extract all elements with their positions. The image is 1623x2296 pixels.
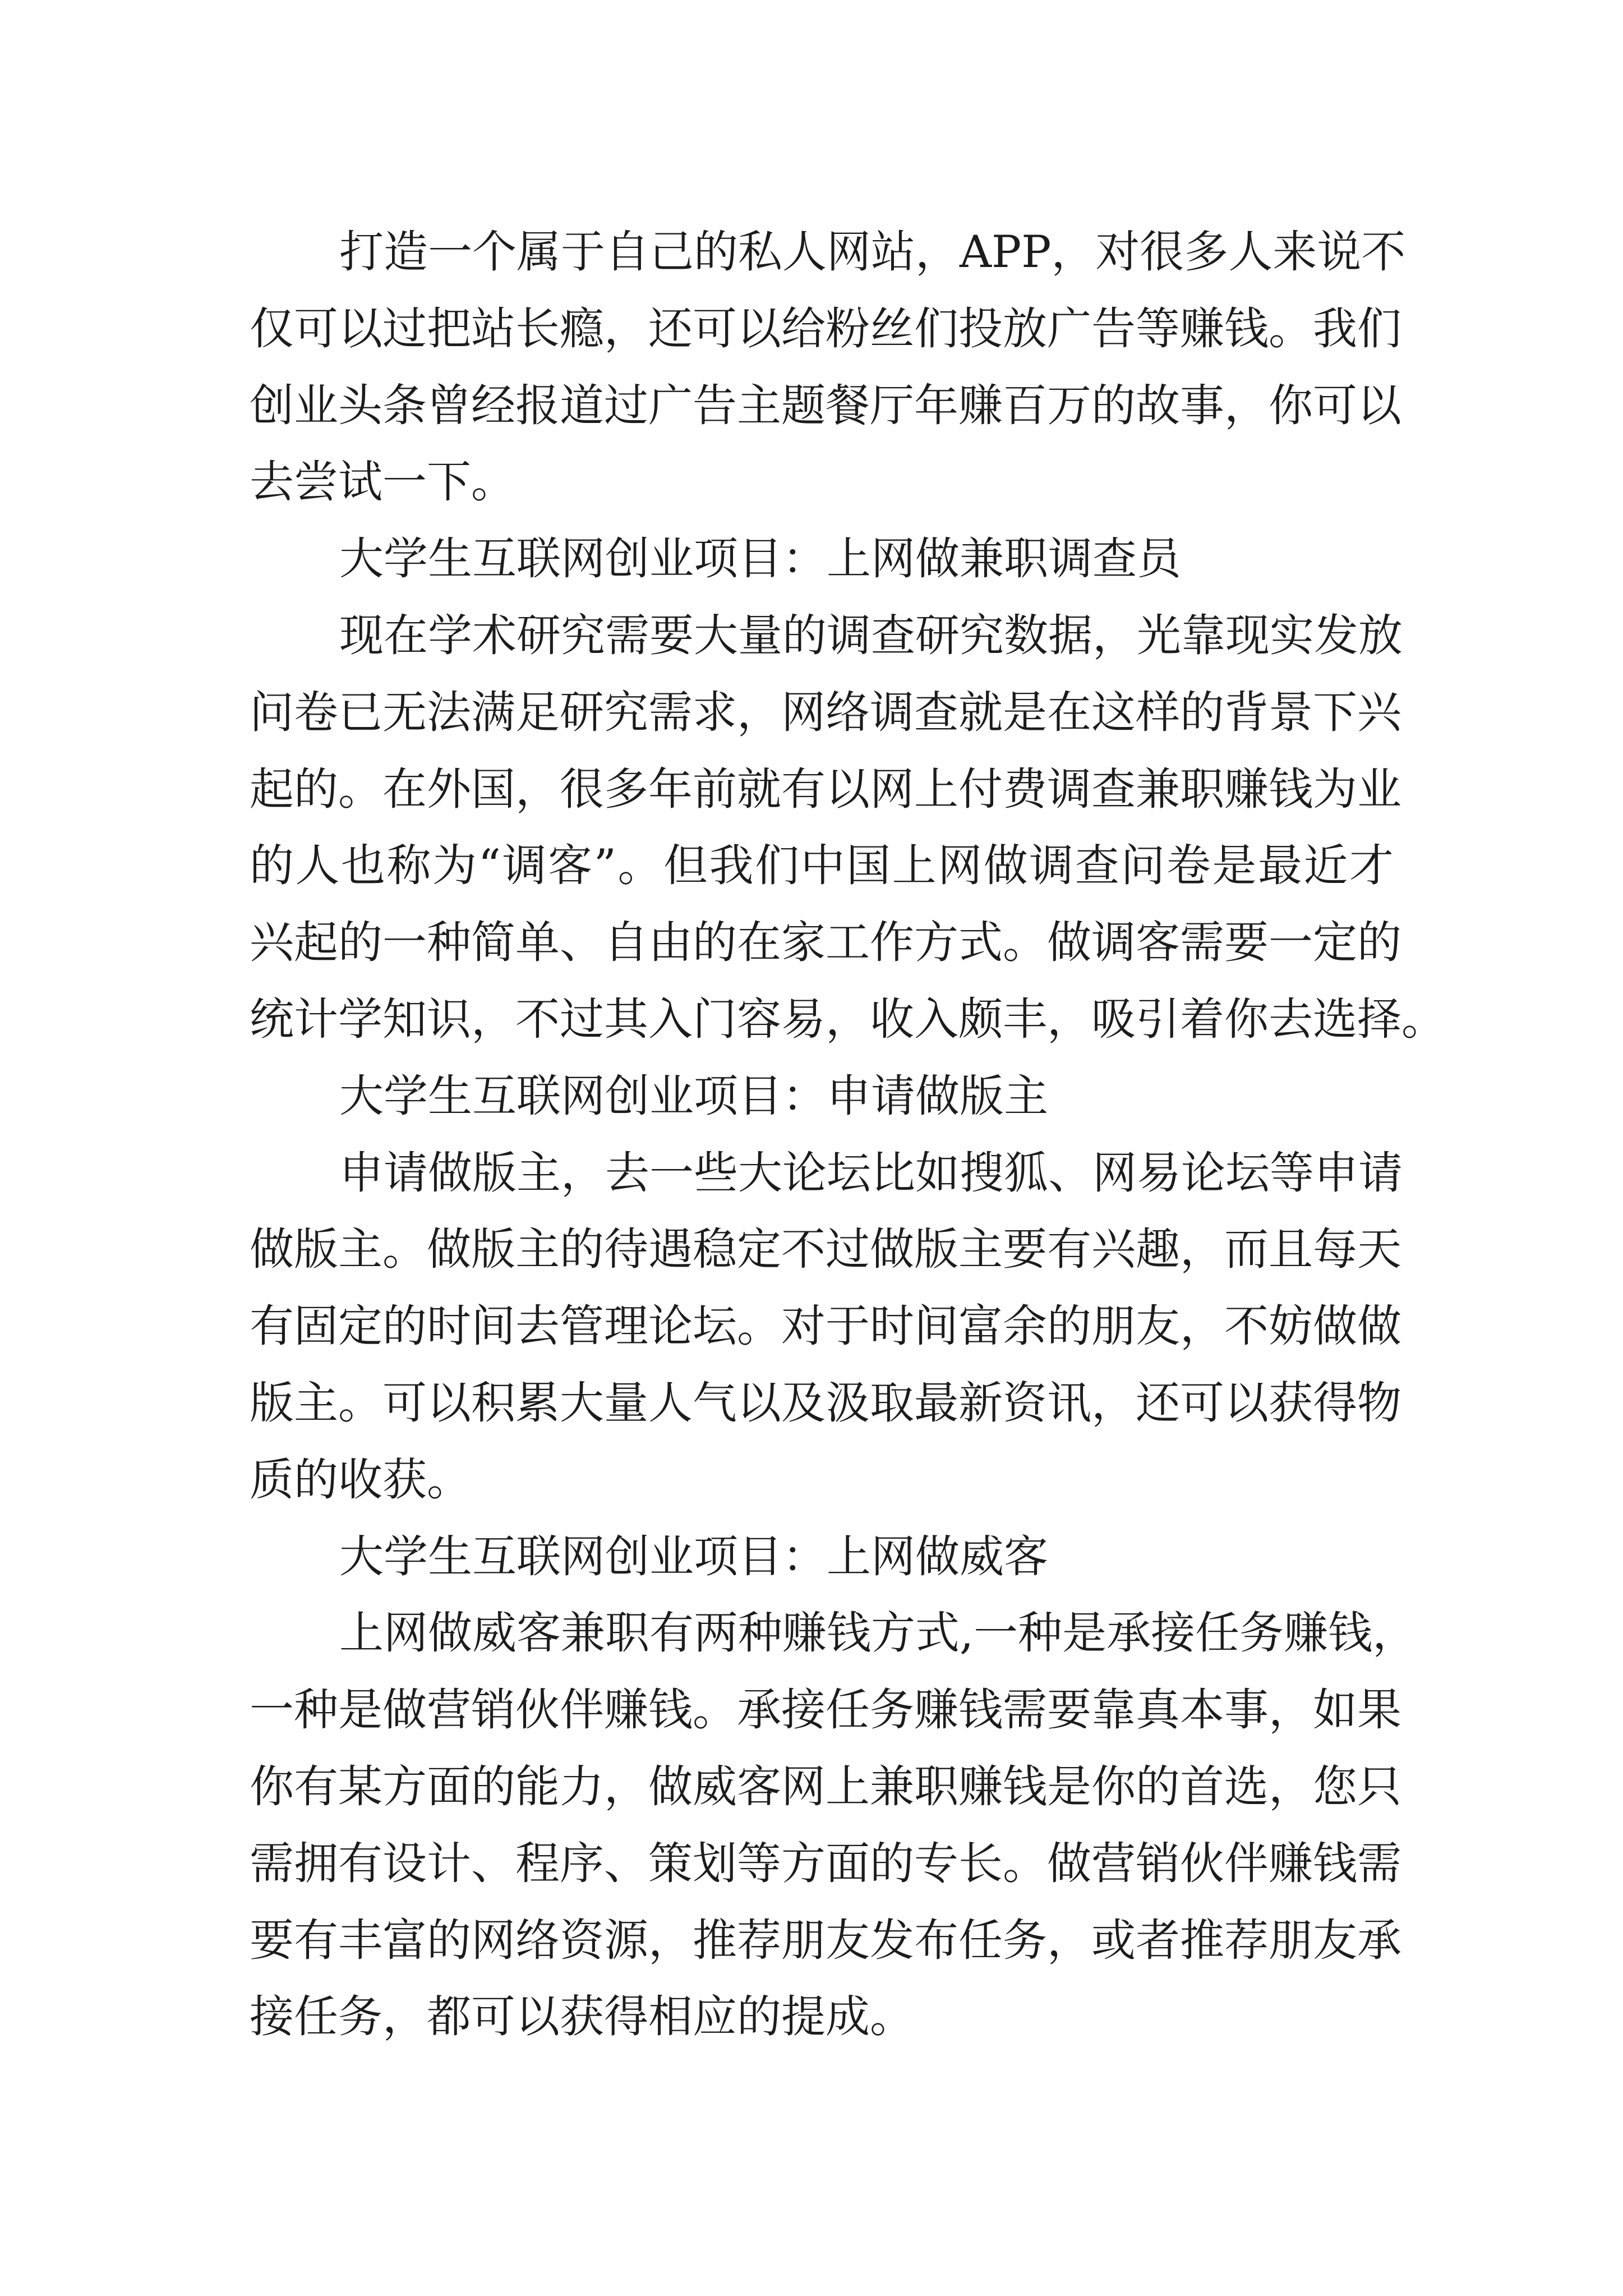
section-heading xyxy=(250,521,1394,597)
text-line: 的人也称为“调客”。但我们中国上网做调查问卷是最近才 xyxy=(250,840,1394,892)
text-line: 上网做威客兼职有两种赚钱方式,一种是承接任务赚钱， xyxy=(339,1607,1417,1659)
section-heading xyxy=(250,1058,1394,1135)
text-line: 创业头条曾经报道过广告主题餐厅年赚百万的故事，你可以 xyxy=(250,379,1401,431)
text-line: 质的收获。 xyxy=(250,1453,471,1506)
text-line: 一种是做营销伙伴赚钱。承接任务赚钱需要靠真本事，如果 xyxy=(250,1684,1401,1736)
document-body xyxy=(250,214,1446,2055)
heading-line: 大学生互联网创业项目：申请做版主 xyxy=(339,1070,1048,1122)
text-line: 你有某方面的能力，做威客网上兼职赚钱是你的首选，您只 xyxy=(250,1760,1401,1812)
section-heading xyxy=(250,1519,1394,1595)
body-paragraph xyxy=(250,597,1446,1058)
text-line: 现在学术研究需要大量的调查研究数据，光靠现实发放 xyxy=(339,609,1403,661)
text-line: 版主。可以积累大量人气以及汲取最新资讯，还可以获得物 xyxy=(250,1377,1401,1429)
body-paragraph xyxy=(250,1135,1403,1519)
text-line: 打造一个属于自己的私人网站，APP，对很多人来说不 xyxy=(339,226,1406,278)
text-line: 仅可以过把站长瘾，还可以给粉丝们投放广告等赚钱。我们 xyxy=(250,302,1401,355)
text-line: 要有丰富的网络资源，推荐朋友发布任务，或者推荐朋友承 xyxy=(250,1914,1401,1966)
text-line: 兴起的一种简单、自由的在家工作方式。做调客需要一定的 xyxy=(250,917,1401,969)
body-paragraph xyxy=(250,1595,1417,2055)
text-line: 统计学知识，不过其入门容易，收入颇丰，吸引着你去选择。 xyxy=(250,993,1446,1045)
text-line: 起的。在外国，很多年前就有以网上付费调查兼职赚钱为业 xyxy=(250,763,1401,815)
text-line: 去尝试一下。 xyxy=(250,456,515,508)
body-paragraph xyxy=(250,214,1406,521)
text-line: 有固定的时间去管理论坛。对于时间富余的朋友，不妨做做 xyxy=(250,1300,1401,1352)
heading-line: 大学生互联网创业项目：上网做威客 xyxy=(339,1530,1048,1582)
text-line: 接任务，都可以获得相应的提成。 xyxy=(250,1991,914,2043)
text-line: 问卷已无法满足研究需求，网络调查就是在这样的背景下兴 xyxy=(250,686,1401,738)
text-line: 申请做版主，去一些大论坛比如搜狐、网易论坛等申请 xyxy=(339,1147,1403,1199)
text-line: 做版主。做版主的待遇稳定不过做版主要有兴趣，而且每天 xyxy=(250,1223,1401,1276)
heading-line: 大学生互联网创业项目：上网做兼职调查员 xyxy=(339,533,1181,585)
text-line: 需拥有设计、程序、策划等方面的专长。做营销伙伴赚钱需 xyxy=(250,1837,1401,1889)
